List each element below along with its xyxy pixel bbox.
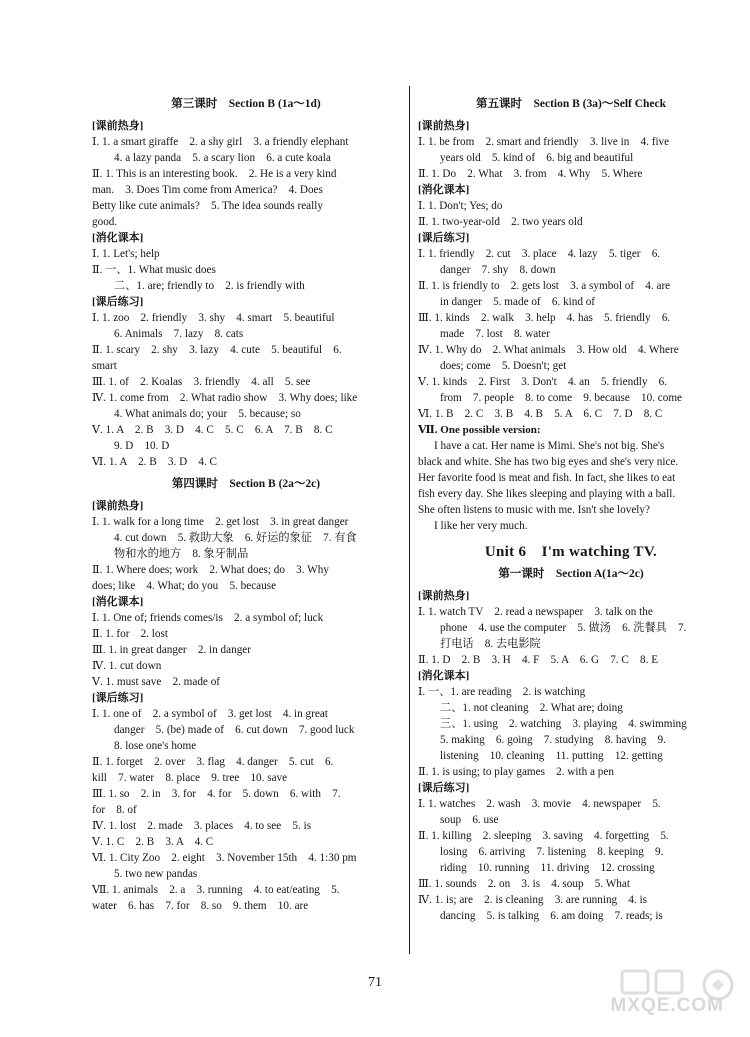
essay-line: I have a cat. Her name is Mimi. She's not big. She's xyxy=(434,440,665,452)
answer-line: Ⅳ. 1. come from 2. What radio show 3. Why does; like xyxy=(92,392,358,404)
subsection-heading: [课前热身] xyxy=(418,120,470,132)
answer-line: She often listens to music with me. Isn't she lovely? xyxy=(418,504,650,516)
answer-line: Ⅰ. 1. zoo 2. friendly 3. shy 4. smart 5. beautiful xyxy=(92,312,335,324)
answer-line: Ⅳ. 1. is; are 2. is cleaning 3. are running 4. is xyxy=(418,894,647,906)
right-column xyxy=(418,90,724,924)
answer-line: Ⅴ. 1. kinds 2. First 3. Don't 4. an 5. friendly 6. xyxy=(418,376,668,388)
answer-line: 8. lose one's home xyxy=(114,740,197,752)
answer-line: Ⅰ. 1. watch TV 2. read a newspaper 3. talk on the xyxy=(418,606,653,618)
watermark-text: MXQE.COM xyxy=(610,995,724,1016)
answer-line: Ⅳ. 1. cut down xyxy=(92,660,162,672)
answer-line: does; like 4. What; do you 5. because xyxy=(92,580,277,592)
answer-line: Betty like cute animals? 5. The idea sounds really xyxy=(92,200,323,212)
answer-line: riding 10. running 11. driving 12. crossing xyxy=(440,862,655,874)
answer-line: Ⅱ. 1. D 2. B 3. H 4. F 5. A 6. G 7. C 8. E xyxy=(418,654,659,666)
answer-line: Ⅱ. 1. killing 2. sleeping 3. saving 4. forgetting 5. xyxy=(418,830,669,842)
answer-line: losing 6. arriving 7. listening 8. keeping 9. xyxy=(440,846,664,858)
answer-line: Ⅰ. 1. friendly 2. cut 3. place 4. lazy 5. tiger 6. xyxy=(418,248,661,260)
answer-line: Ⅵ. 1. City Zoo 2. eight 3. November 15th 4. 1:30 pm xyxy=(92,852,357,864)
answer-line: Ⅴ. 1. A 2. B 3. D 4. C 5. C 6. A 7. B 8. C xyxy=(92,424,333,436)
answer-line: 三、1. using 2. watching 3. playing 4. swimming xyxy=(440,718,687,730)
answer-line: 5. making 6. going 7. studying 8. having 9. xyxy=(440,734,666,746)
page-number: 71 xyxy=(368,975,382,990)
answer-line: Ⅴ. 1. C 2. B 3. A 4. C xyxy=(92,836,214,848)
answer-line: danger 5. (be) made of 6. cut down 7. good luck xyxy=(114,724,355,736)
answer-line: black and white. She has two big eyes and she's very nice. xyxy=(418,456,679,468)
answer-line: Ⅰ. 1. Don't; Yes; do xyxy=(418,200,503,212)
section-title: 第三课时 Section B (1a～1d) xyxy=(171,98,321,110)
answer-line: years old 5. kind of 6. big and beautiful xyxy=(440,152,634,164)
answer-line: Ⅱ. 1. for 2. lost xyxy=(92,628,168,640)
answer-line: Ⅰ. 1. one of 2. a symbol of 3. get lost 4. in great xyxy=(92,708,328,720)
answer-line: kill 7. water 8. place 9. tree 10. save xyxy=(92,772,288,784)
answer-line: water 6. has 7. for 8. so 9. them 10. are xyxy=(92,900,309,912)
answer-line: Ⅶ. 1. animals 2. a 3. running 4. to eat/eating 5. xyxy=(92,884,340,896)
answer-line: Ⅲ. 1. of 2. Koalas 3. friendly 4. all 5. see xyxy=(92,376,311,388)
essay-line: I like her very much. xyxy=(434,520,528,532)
answer-line: Ⅱ. 1. scary 2. shy 3. lazy 4. cute 5. beautiful 6. xyxy=(92,344,342,356)
answer-line: 打电话 8. 去电影院 xyxy=(440,638,541,650)
answer-line: Ⅴ. 1. must save 2. made of xyxy=(92,676,221,688)
answer-line: 二、1. are; friendly to 2. is friendly with xyxy=(114,280,305,292)
answer-line: Ⅰ. 1. a smart giraffe 2. a shy girl 3. a friendly elephant xyxy=(92,136,349,148)
subsection-heading: [消化课本] xyxy=(92,596,144,608)
subsection-heading: [课后练习] xyxy=(418,232,470,244)
answer-line: 二、1. not cleaning 2. What are; doing xyxy=(440,702,623,714)
answer-line: man. 3. Does Tim come from America? 4. Does xyxy=(92,184,323,196)
answer-line: fish every day. She likes sleeping and playing with a ball. xyxy=(418,488,676,500)
subsection-heading: [课前热身] xyxy=(92,120,144,132)
subsection-heading: [课后练习] xyxy=(92,692,144,704)
unit-title: Unit 6 I'm watching TV. xyxy=(484,544,658,560)
section-title: 第五课时 Section B (3a)～Self Check xyxy=(475,98,667,110)
answer-line: Ⅰ. 1. Let's; help xyxy=(92,248,160,260)
subsection-heading: [课前热身] xyxy=(92,500,144,512)
answer-line: good. xyxy=(92,216,118,228)
answer-line: Ⅱ. 1. two-year-old 2. two years old xyxy=(418,216,583,228)
answer-line: Ⅰ. 1. be from 2. smart and friendly 3. live in 4. five xyxy=(418,136,670,148)
answer-line: Ⅲ. 1. so 2. in 3. for 4. for 5. down 6. with 7. xyxy=(92,788,341,800)
subsection-heading: [消化课本] xyxy=(418,670,470,682)
answer-line: Ⅲ. 1. sounds 2. on 3. is 4. soup 5. What xyxy=(418,878,630,890)
column-divider xyxy=(409,86,410,954)
answer-line: soup 6. use xyxy=(440,814,499,826)
section-title: 第一课时 Section A(1a～2c) xyxy=(498,568,644,580)
answer-line: danger 7. shy 8. down xyxy=(440,264,556,276)
answer-line: Ⅳ. 1. Why do 2. What animals 3. How old 4. Where xyxy=(418,344,679,356)
answer-line: Ⅰ. 1. walk for a long time 2. get lost 3. in great danger xyxy=(92,516,349,528)
answer-line: Ⅰ. 一、1. are reading 2. is watching xyxy=(418,686,586,698)
section-title: 第四课时 Section B (2a～2c) xyxy=(171,478,321,490)
answer-line: 9. D 10. D xyxy=(114,440,170,452)
subsection-heading: [课后练习] xyxy=(418,782,470,794)
answer-line: Ⅰ. 1. watches 2. wash 3. movie 4. newspaper 5. xyxy=(418,798,661,810)
subsection-heading: [课前热身] xyxy=(418,590,470,602)
subsection-heading: [消化课本] xyxy=(418,184,470,196)
left-column xyxy=(92,90,400,914)
answer-line: Ⅱ. 1. is friendly to 2. gets lost 3. a symbol of 4. are xyxy=(418,280,671,292)
answer-line: 4. What animals do; your 5. because; so xyxy=(114,408,301,420)
answer-line: Ⅱ. 1. forget 2. over 3. flag 4. danger 5. cut 6. xyxy=(92,756,334,768)
answer-line: 物和水的地方 8. 象牙制品 xyxy=(114,548,249,560)
answer-line: Ⅳ. 1. lost 2. made 3. places 4. to see 5. is xyxy=(92,820,312,832)
answer-line: Ⅰ. 1. One of; friends comes/is 2. a symbol of; luck xyxy=(92,612,324,624)
answer-line: Ⅲ. 1. in great danger 2. in danger xyxy=(92,644,251,656)
answer-line: Ⅱ. 1. This is an interesting book. 2. He is a very kind xyxy=(92,168,337,180)
answer-line: listening 10. cleaning 11. putting 12. getting xyxy=(440,750,663,762)
answer-line: Ⅵ. 1. B 2. C 3. B 4. B 5. A 6. C 7. D 8. C xyxy=(418,408,663,420)
answer-line: for 8. of xyxy=(92,804,137,816)
answer-line: 5. two new pandas xyxy=(114,868,198,880)
subsection-heading: [课后练习] xyxy=(92,296,144,308)
essay-heading: Ⅶ. One possible version: xyxy=(418,424,541,436)
answer-line: does; come 5. Doesn't; get xyxy=(440,360,567,372)
answer-line: 4. a lazy panda 5. a scary lion 6. a cute koala xyxy=(114,152,331,164)
answer-line: Ⅱ. 一、1. What music does xyxy=(92,264,216,276)
answer-line: from 7. people 8. to come 9. because 10. come xyxy=(440,392,683,404)
answer-line: Ⅱ. 1. Where does; work 2. What does; do 3. Why xyxy=(92,564,329,576)
answer-line: in danger 5. made of 6. kind of xyxy=(440,296,596,308)
answer-line: 4. cut down 5. 救助大象 6. 好运的象征 7. 有食 xyxy=(114,532,357,544)
answer-line: smart xyxy=(92,360,117,372)
answer-line: phone 4. use the computer 5. 做汤 6. 洗餐具 7. xyxy=(440,622,687,634)
answer-line: Her favorite food is meat and fish. In fact, she likes to eat xyxy=(418,472,676,484)
answer-line: 6. Animals 7. lazy 8. cats xyxy=(114,328,244,340)
answer-line: made 7. lost 8. water xyxy=(440,328,550,340)
watermark-logo xyxy=(608,963,738,1029)
answer-line: Ⅱ. 1. Do 2. What 3. from 4. Why 5. Where xyxy=(418,168,643,180)
answer-line: Ⅱ. 1. is using; to play games 2. with a pen xyxy=(418,766,614,778)
answer-line: Ⅵ. 1. A 2. B 3. D 4. C xyxy=(92,456,218,468)
answer-line: Ⅲ. 1. kinds 2. walk 3. help 4. has 5. friendly 6. xyxy=(418,312,671,324)
answer-line: dancing 5. is talking 6. am doing 7. reads; is xyxy=(440,910,663,922)
subsection-heading: [消化课本] xyxy=(92,232,144,244)
